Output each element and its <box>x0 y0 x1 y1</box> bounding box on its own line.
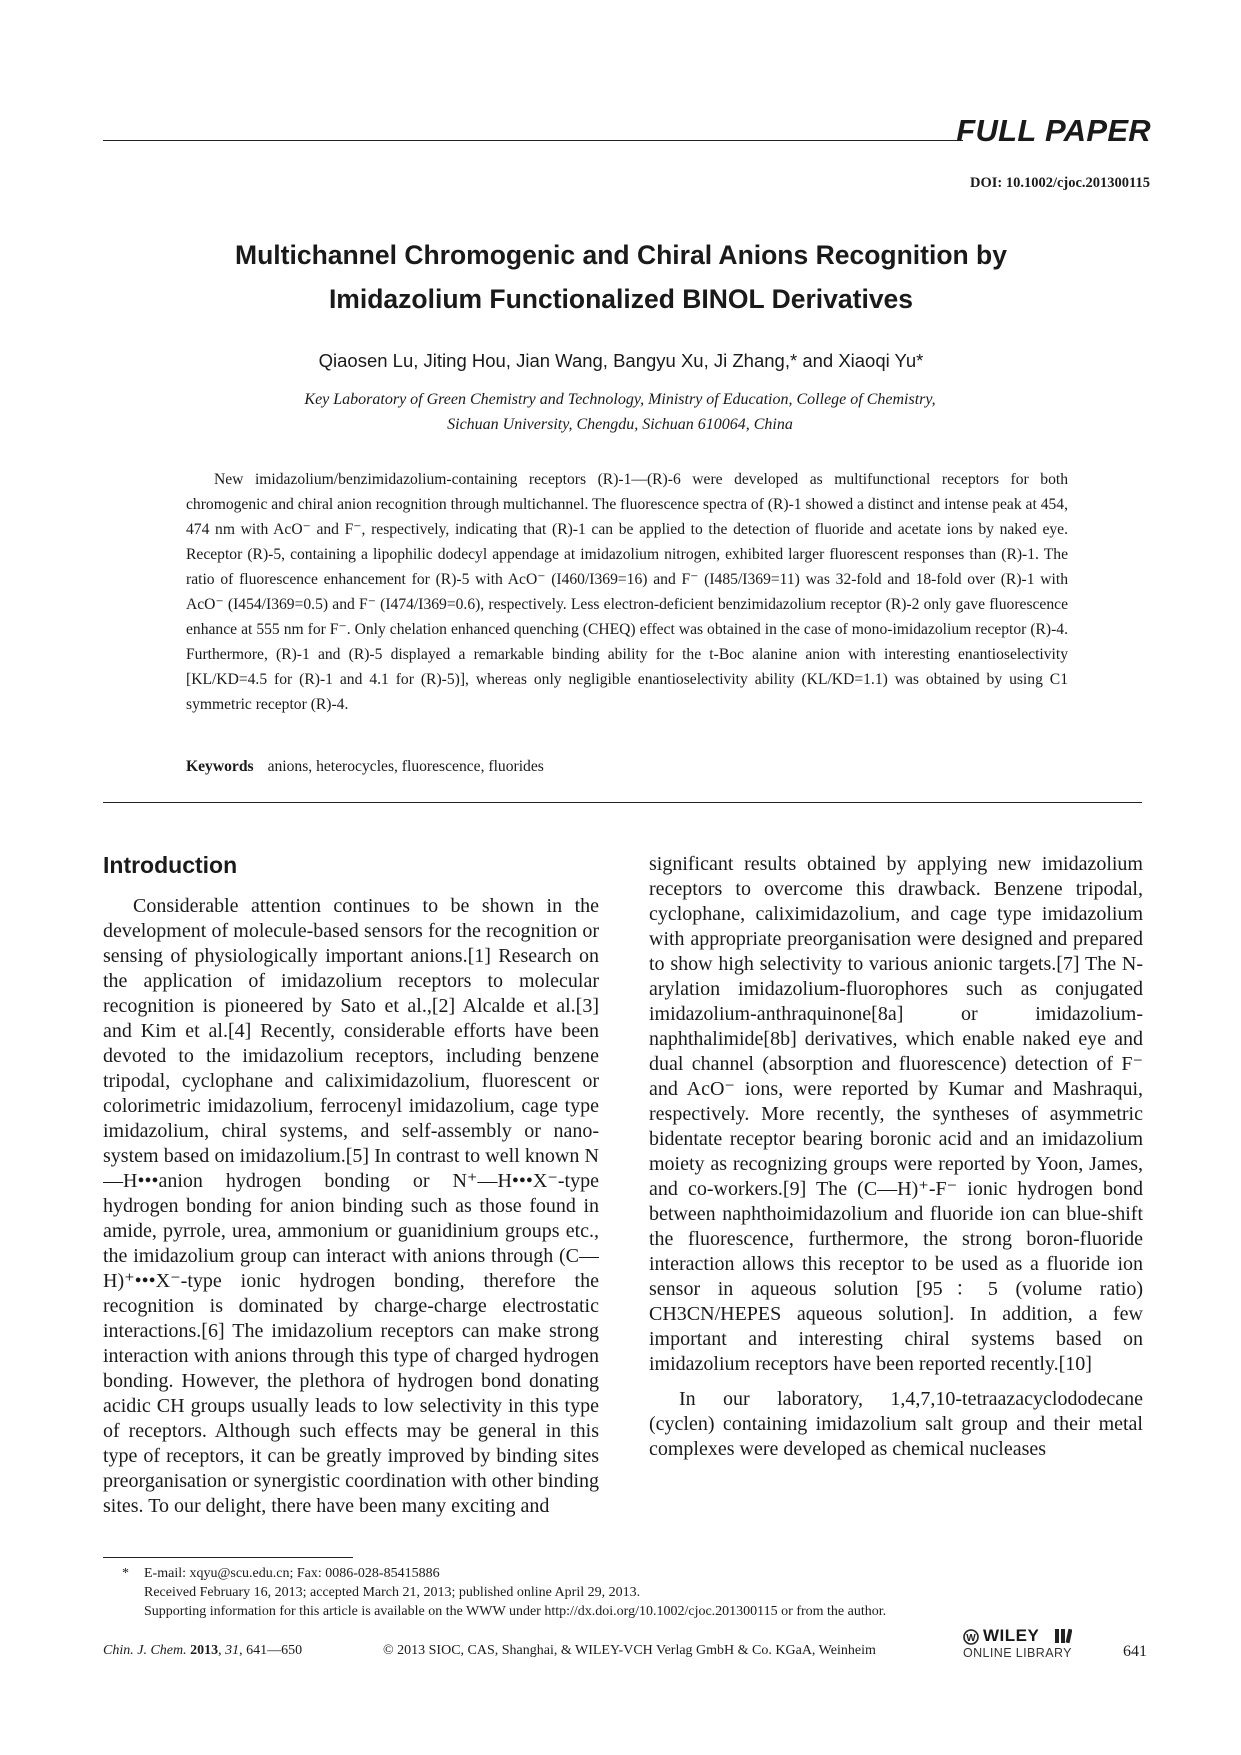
article-title <box>103 233 1139 321</box>
footer-citation: Chin. J. Chem. 2013, 31, 641—650 <box>103 1643 303 1658</box>
affiliation <box>160 387 1080 437</box>
authors: Qiaosen Lu, Jiting Hou, Jian Wang, Bangyu Xu, Ji Zhang,* and Xiaoqi Yu* <box>318 350 924 371</box>
keywords-value: anions, heterocycles, fluorescence, fluorides <box>267 758 544 775</box>
abstract-sentence: Furthermore, (R)-1 and (R)-5 displayed a remarkable binding ability for the t-Boc alanine anion with interesting enantioselectivity [KL/KD=4.5 for (R)-1 and 4.1 for (R)-5)], whereas only negligible enantioselectivity ability (KL/KD=1.1) was obtained by using C1 symmetric receptor (R)-4. <box>186 646 1068 713</box>
abstract-sentence: The fluorescence spectra of (R)-1 showed a distinct and intense peak at 454, 474 nm with AcO⁻ and F⁻, respectively, indicating that (R)-1 can be applied to the detection of fluoride and acetate ions by naked eye. <box>186 496 1068 538</box>
library-book-icon <box>1054 1627 1072 1645</box>
footnote-marker: * <box>122 1566 129 1581</box>
doi: DOI: 10.1002/cjoc.201300115 <box>969 175 1150 191</box>
page-number: 641 <box>1123 1643 1147 1660</box>
abstract-sentence: The ratio of fluorescence enhancement for (R)-5 with AcO⁻ (I460/I369=16) and F⁻ (I485/I369=11) was 32-fold and 18-fold over (R)-1 with AcO⁻ (I454/I369=0.5) and F⁻ (I474/I369=0.6), respectively. <box>186 546 1068 613</box>
footnote-support: Supporting information for this article is available on the WWW under http://dx.doi.org/10.1002/cjoc.201300115 or from the author. <box>144 1604 887 1619</box>
introduction-paragraph-2: In our laboratory, 1,4,7,10-tetraazacyclododecane (cyclen) containing imidazolium salt group and their metal complexes were developed as chemical nucleases <box>649 1388 1143 1460</box>
right-column <box>649 852 1143 1462</box>
svg-text:W: W <box>966 1633 976 1644</box>
keywords <box>186 758 544 776</box>
online-library-label: ONLINE LIBRARY <box>963 1646 1072 1660</box>
footer-copyright: © 2013 SIOC, CAS, Shanghai, & WILEY-VCH Verlag GmbH & Co. KGaA, Weinheim <box>383 1643 876 1658</box>
affiliation-line-1: Key Laboratory of Green Chemistry and Technology, Ministry of Education, College of Chemistry, <box>304 391 936 408</box>
abstract <box>186 467 1068 717</box>
footnote-dates: Received February 16, 2013; accepted March 21, 2013; published online April 29, 2013. <box>144 1585 641 1600</box>
footer-year: 2013 <box>190 1643 219 1658</box>
footnote-rule <box>103 1557 353 1558</box>
wiley-logo-icon <box>963 1628 983 1646</box>
title-line-1: Multichannel Chromogenic and Chiral Anions Recognition by <box>235 240 1007 270</box>
footer-volume: 31 <box>225 1643 240 1658</box>
abstract-sentence: Less electron-deficient benzimidazolium receptor (R)-2 only gave fluorescence enhance at 555 nm for F⁻. <box>186 596 1068 638</box>
keywords-label: Keywords <box>186 758 254 775</box>
abstract-rule <box>103 802 1142 803</box>
introduction-heading: Introduction <box>103 852 238 878</box>
introduction-paragraph-continued: significant results obtained by applying new imidazolium receptors to overcome this drawback. Benzene tripodal, cyclophane, caliximidazolium, and cage type imidazolium with appropriate preorganisation were designed and prepared to show high selectivity to various anionic targets.[7] The N-arylation imidazolium-fluorophores such as conjugated imidazolium-anthraquinone[8a] or imidazolium-naphthalimide[8b] derivatives, which enable naked eye and dual channel (absorption and fluorescence) detection of F⁻ and AcO⁻ ions, were reported by Kumar and Mashraqui, respectively. More recently, the syntheses of asymmetric bidentate receptor bearing boronic acid and an imidazolium moiety as recognizing groups were reported by Yoon, James, and co-workers.[9] The (C—H)⁺-F⁻ ionic hydrogen bond between naphthoimidazolium and fluoride ion can blue-shift the fluorescence, furthermore, the strong boron-fluoride interaction allows this receptor to be used as a fluoride ion sensor in aqueous solution [95：5 (volume ratio) CH3CN/HEPES aqueous solution]. In addition, a few important and interesting chiral systems based on imidazolium receptors have been reported recently.[10] <box>649 853 1143 1375</box>
introduction-paragraph: Considerable attention continues to be shown in the development of molecule-based sensors for the recognition or sensing of physiologically important anions.[1] Research on the application of imidazolium receptors to molecular recognition is pioneered by Sato et al.,[2] Alcalde et al.[3] and Kim et al.[4] Recently, considerable efforts have been devoted to the imidazolium receptors, including benzene tripodal, cyclophane and caliximidazolium, fluorescent or colorimetric imidazolium, ferrocenyl imidazolium, cage type imidazolium, chiral systems, and self-assembly or nano-system based on imidazolium.[5] In contrast to well known N—H•••anion hydrogen bonding or N⁺—H•••X⁻-type hydrogen bonding for anion binding such as those found in amide, pyrrole, urea, ammonium or guanidinium groups etc., the imidazolium group can interact with anions through (C—H)⁺•••X⁻-type ionic hydrogen bonding, therefore the recognition is dominated by charge-charge electrostatic interactions.[6] The imidazolium receptors can make strong interaction with anions through this type of charged hydrogen bonding. However, the plethora of hydrogen bond donating acidic CH groups usually leads to low selectivity in this type of receptors. Although such effects may be general in this type of receptors, it can be greatly improved by binding sites preorganisation or synergistic coordination with other binding sites. To our delight, there have been many exciting and <box>103 895 599 1517</box>
title-line-2: Imidazolium Functionalized BINOL Derivatives <box>328 284 914 314</box>
footer-journal-name: Chin. J. Chem. <box>103 1643 187 1658</box>
abstract-sentence: New imidazolium/benzimidazolium-containing receptors (R)-1—(R)-6 were developed as multifunctional receptors for both chromogenic and chiral anion recognition through multichannel. <box>186 471 1068 513</box>
affiliation-line-2: Sichuan University, Chengdu, Sichuan 610064, China <box>447 416 793 433</box>
abstract-sentence: Receptor (R)-5, containing a lipophilic dodecyl appendage at imidazolium nitrogen, exhibited larger fluorescent responses than (R)-1. <box>186 546 1039 563</box>
footnote <box>122 1564 886 1621</box>
header-rule <box>103 140 963 141</box>
footer-pages: 641—650 <box>246 1643 303 1658</box>
footnote-contact: E-mail: xqyu@scu.edu.cn; Fax: 0086-028-85415886 <box>144 1566 440 1581</box>
wiley-wordmark: WILEY <box>983 1626 1040 1645</box>
left-column <box>103 850 599 1524</box>
abstract-sentence: Only chelation enhanced quenching (CHEQ) effect was obtained in the case of mono-imidazolium receptor (R)-4. <box>354 621 1069 638</box>
section-label: FULL PAPER <box>956 113 1151 148</box>
